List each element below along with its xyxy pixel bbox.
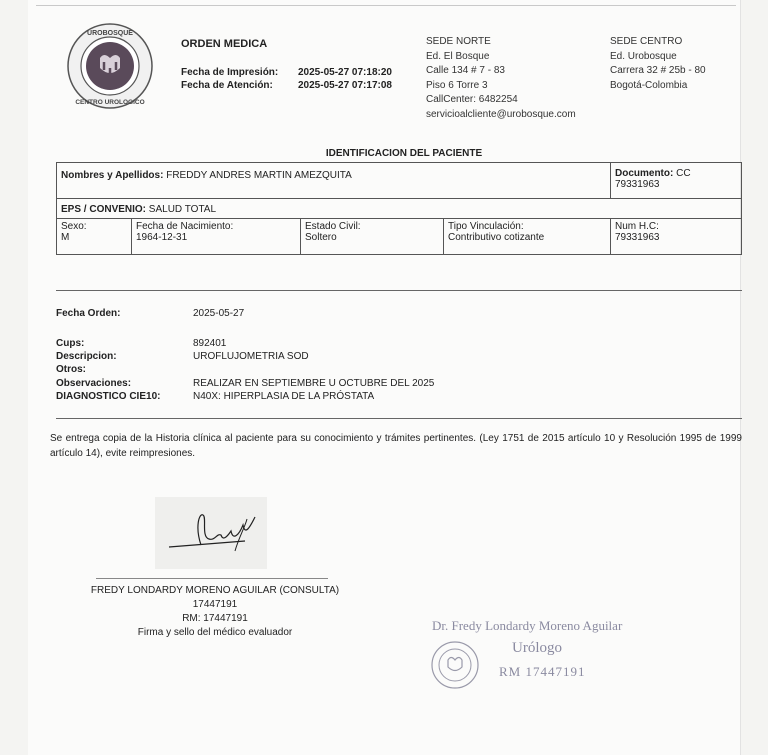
sede-norte-line: Calle 134 # 7 - 83 (426, 65, 505, 76)
civil-label: Estado Civil: (305, 221, 361, 232)
hc-value: 79331963 (615, 232, 660, 243)
cups-label: Cups: (56, 338, 85, 349)
document-label: Documento: (615, 168, 674, 179)
eps-value: SALUD TOTAL (148, 204, 217, 215)
svg-text:CENTRO UROLOGICO: CENTRO UROLOGICO (75, 99, 145, 106)
order-date-label: Fecha Orden: (56, 308, 121, 319)
print-date-label: Fecha de Impresión: (181, 67, 279, 78)
handwritten-signature (165, 507, 265, 557)
stamp-doctor-name: Dr. Fredy Londardy Moreno Aguilar (432, 618, 623, 633)
sede-norte-email: servicioalcliente@urobosque.com (426, 108, 576, 120)
signature-line (96, 578, 328, 579)
section-divider (56, 290, 742, 291)
attention-date-value: 2025-05-27 07:17:08 (298, 80, 392, 91)
observations-label: Observaciones: (56, 378, 132, 389)
attention-date-label: Fecha de Atención: (181, 80, 273, 91)
sede-centro-block (610, 35, 706, 93)
document-title: ORDEN MEDICA (181, 38, 268, 50)
civil-value: Soltero (305, 232, 337, 243)
sex-cell (57, 219, 132, 255)
legal-note: Se entrega copia de la Historia clínica al paciente para su conocimiento y trámites pertinentes. (Ley 1751 de 2015 artículo 10 y Resolución 1995 de 1999 artículo 14), evite reimpresiones. (50, 433, 742, 459)
urobosque-logo (66, 22, 154, 110)
diagnosis-value: N40X: HIPERPLASIA DE LA PRÓSTATA (193, 391, 375, 402)
stamp-specialty: Urólogo (512, 640, 562, 656)
patient-section-title: IDENTIFICACION DEL PACIENTE (325, 148, 483, 159)
top-border-line (36, 5, 736, 6)
sede-norte-line: Piso 6 Torre 3 (426, 79, 488, 91)
sede-centro-line: Bogotá-Colombia (610, 79, 688, 91)
section-divider (56, 418, 742, 419)
birth-cell (132, 219, 301, 255)
eps-label: EPS / CONVENIO: (61, 204, 147, 215)
sex-label: Sexo: (61, 221, 87, 232)
link-label: Tipo Vinculación: (448, 221, 524, 232)
doctor-rm: RM: 17447191 (182, 613, 248, 624)
document-value: 79331963 (615, 179, 660, 190)
sede-centro-line: Ed. Urobosque (610, 50, 677, 62)
signature-caption: Firma y sello del médico evaluador (137, 627, 293, 638)
sede-norte-line: Ed. El Bosque (426, 50, 490, 62)
civil-cell (301, 219, 444, 255)
birth-value: 1964-12-31 (136, 232, 188, 243)
svg-text:UROBOSQUE: UROBOSQUE (87, 30, 133, 37)
link-value: Contributivo cotizante (448, 232, 545, 243)
document-cell (611, 163, 742, 199)
cups-value: 892401 (193, 338, 227, 349)
order-date-value: 2025-05-27 (193, 308, 245, 319)
diagnosis-label: DIAGNOSTICO CIE10: (56, 391, 161, 402)
sede-norte-line: CallCenter: 6482254 (426, 94, 518, 105)
observations-value: REALIZAR EN SEPTIEMBRE U OCTUBRE DEL 2025 (193, 378, 435, 389)
document-type: CC (676, 168, 691, 179)
description-label: Descripcion: (56, 351, 117, 362)
eps-cell (57, 199, 742, 219)
doctor-name: FREDY LONDARDY MORENO AGUILAR (CONSULTA) (90, 585, 340, 596)
hc-cell (611, 219, 742, 255)
others-label: Otros: (56, 364, 86, 375)
sede-norte-block (426, 35, 576, 122)
stamp-seal (430, 640, 480, 690)
patient-name-cell (57, 163, 611, 199)
patient-table (56, 162, 742, 255)
stamp-rm: RM 17447191 (499, 664, 586, 679)
sede-centro-title: SEDE CENTRO (610, 36, 683, 47)
patient-name-label: Nombres y Apellidos: (61, 170, 164, 181)
birth-label: Fecha de Nacimiento: (136, 221, 234, 232)
description-value: UROFLUJOMETRIA SOD (193, 351, 309, 362)
sede-centro-line: Carrera 32 # 25b - 80 (610, 65, 706, 76)
patient-name-value: FREDDY ANDRES MARTIN AMEZQUITA (166, 170, 352, 181)
sex-value: M (61, 232, 70, 243)
print-date-value: 2025-05-27 07:18:20 (298, 67, 392, 78)
hc-label: Num H.C: (615, 221, 659, 232)
link-cell (444, 219, 611, 255)
sede-norte-title: SEDE NORTE (426, 36, 491, 47)
doctor-id: 17447191 (192, 599, 238, 610)
